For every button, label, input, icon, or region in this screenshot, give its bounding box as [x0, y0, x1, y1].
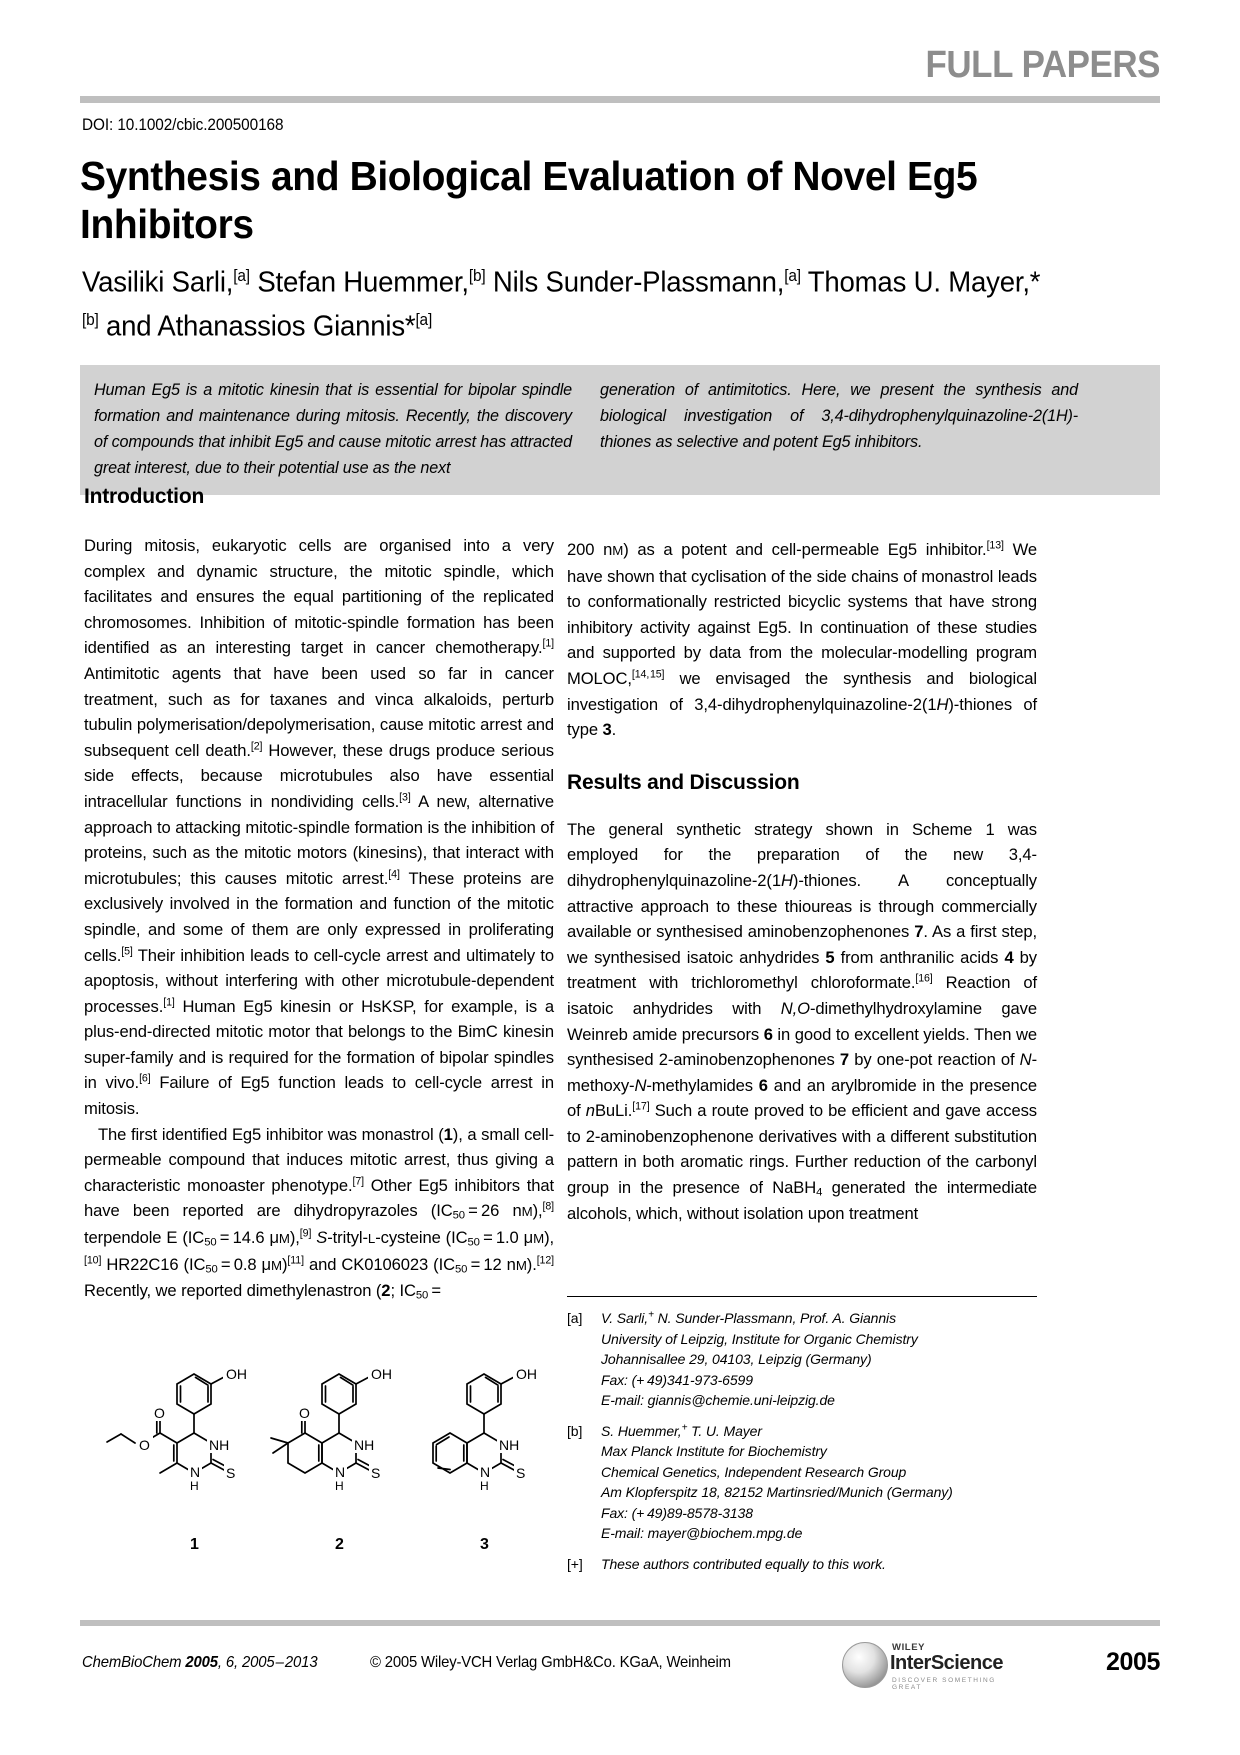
abstract-block	[80, 365, 1160, 495]
atom-label-nh-1: NH	[209, 1437, 230, 1453]
footnote-equal-contribution	[567, 1554, 1037, 1575]
doi-line: DOI: 10.1002/cbic.200500168	[82, 116, 284, 134]
footnote-b-body: S. Huemmer,+ T. U. Mayer Max Planck Institute for Biochemistry Chemical Genetics, Independent Research Group Am Klopferspitz 18, 82152 Martinsried/Munich (Germany) Fax: (+ 49)89-8578-3138 E-mail: mayer@biochem.mpg.de	[601, 1422, 953, 1542]
atom-label-n-2: N	[335, 1464, 346, 1480]
atom-label-o-1: O	[154, 1405, 165, 1421]
page-number: 2005	[1105, 1648, 1160, 1676]
footnotes-block	[567, 1296, 1037, 1584]
atom-label-n-1: N	[190, 1464, 201, 1480]
page-footer	[80, 1640, 1160, 1690]
footnote-plus-body: These authors contributed equally to this work.	[601, 1555, 886, 1572]
page-title: Synthesis and Biological Evaluation of Novel Eg5 Inhibitors	[80, 153, 978, 247]
atom-label-h-2: H	[335, 1479, 344, 1493]
atom-label-s-1: S	[226, 1465, 236, 1481]
footnote-b-key: [b]	[567, 1422, 583, 1439]
structures-svg	[95, 1360, 555, 1555]
structure-label-1: 1	[190, 1536, 199, 1553]
intro-paragraph-1: During mitosis, eukaryotic cells are organised into a very complex and dynamic structure, the mitotic spindle, which facilitates and ensures the equal partitioning of the replicated chromosomes. Inhibition of mitotic-spindle formation has been identified as an interesting target in cancer chemotherapy.[1] Antimitotic agents that have been used so far in cancer treatment, such as for taxanes and vinca alkaloids, perturb tubulin polymerisation/depolymerisation, cause mitotic arrest and subsequent cell death.[2] However, these drugs produce serious side effects, because microtubules also have essential intracellular functions in nondividing cells.[3] A new, alternative approach to attacking mitotic-spindle formation is the inhibition of proteins, such as the mitotic motors (kinesins), that interact with microtubules; this causes mitotic arrest.[4] These proteins are exclusively involved in the formation and function of the mitotic spindle, and some of them are only expressed in proliferating cells.[5] Their inhibition leads to cell-cycle arrest and ultimately to apoptosis, without interfering with other microtubule-dependent processes.[1] Human Eg5 kinesin or HsKSP, for example, is a plus-end-directed mitotic motor that belongs to the BimC kinesin super-family and is required for the formation of bipolar spindles in vivo.[6] Failure of Eg5 function leads to cell-cycle arrest in mitosis.	[84, 536, 554, 1119]
footnote-a-body: V. Sarli,+ N. Sunder-Plassmann, Prof. A. Giannis University of Leipzig, Institute for Organic Chemistry Johannisallee 29, 04103, Leipzig (Germany) Fax: (+ 49)341-973-6599 E-mail: giannis@chemie.uni-leipzig.de	[601, 1309, 918, 1409]
interscience-logo[interactable]	[840, 1636, 1015, 1692]
atom-label-h-3: H	[480, 1479, 489, 1493]
footnote-b	[567, 1421, 1037, 1544]
footer-rule	[80, 1620, 1160, 1626]
running-head: FULL PAPERS	[925, 44, 1160, 86]
atom-label-oester-1: O	[139, 1437, 150, 1453]
atom-label-oh-3: OH	[516, 1366, 537, 1382]
heading-results-discussion: Results and Discussion	[567, 770, 800, 794]
footer-journal-citation: ChemBioChem 2005, 6, 2005 – 2013	[82, 1654, 318, 1671]
atom-label-h-1: H	[190, 1479, 199, 1493]
footer-copyright: © 2005 Wiley-VCH Verlag GmbH&Co. KGaA, Weinheim	[370, 1654, 731, 1671]
results-paragraph-1: The general synthetic strategy shown in Scheme 1 was employed for the preparation of the new 3,4-dihydrophenylquinazoline-2(1H)-thiones. A conceptually attractive approach to these thioureas is through commercially available or synthesised aminobenzophenones 7. As a first step, we synthesised isatoic anhydrides 5 from anthranilic acids 4 by treatment with trichloromethyl chloroformate.[16] Reaction of isatoic anhydrides with N,O-dimethylhydroxylamine gave Weinreb amide precursors 6 in good to excellent yields. Then we synthesised 2-aminobenzophenones 7 by one-pot reaction of N-methoxy-N-methylamides 6 and an arylbromide in the presence of nBuLi.[17] Such a route proved to be efficient and gave access to 2-aminobenzophenone derivatives with a different substitution pattern in both aromatic rings. Further reduction of the carbonyl group in the presence of NaBH$_4$ generated the intermediate alcohols, which, without isolation upon treatment	[567, 819, 1038, 1223]
body-column-right	[567, 537, 1037, 1226]
interscience-tagline: DISCOVER SOMETHING GREAT	[892, 1677, 996, 1691]
atom-label-oh-1: OH	[226, 1366, 247, 1382]
heading-introduction: Introduction	[84, 485, 205, 508]
chemical-structures-figure	[95, 1360, 555, 1555]
atom-label-s-3: S	[516, 1465, 526, 1481]
footnote-plus-key: [+]	[567, 1555, 583, 1572]
interscience-wordmark: InterScience	[890, 1652, 1003, 1674]
abstract-column-left: Human Eg5 is a mitotic kinesin that is essential for bipolar spindle formation and maintenance during mitosis. Recently, the discovery of compounds that inhibit Eg5 and cause mitotic arrest has attracted great interest, due to their potential use as the next	[94, 381, 572, 477]
atom-label-nh-2: NH	[354, 1437, 375, 1453]
structure-compound-1	[107, 1374, 228, 1473]
atom-label-n-3: N	[480, 1464, 491, 1480]
structure-compound-3	[433, 1374, 518, 1473]
structure-compound-2	[271, 1374, 373, 1473]
body-column-left	[84, 485, 554, 1304]
wiley-wordmark: WILEY	[892, 1642, 926, 1653]
author-list: Vasiliki Sarli,[a] Stefan Huemmer,[b] Nils Sunder-Plassmann,[a] Thomas U. Mayer,*[b] and Athanassios Giannis*[a]	[82, 266, 1041, 343]
atom-label-s-2: S	[371, 1465, 381, 1481]
structure-label-3: 3	[480, 1536, 489, 1553]
footnote-a	[567, 1308, 1037, 1411]
atom-label-oh-2: OH	[371, 1366, 392, 1382]
right-paragraph-1: 200 nM) as a potent and cell-permeable Eg5 inhibitor.[13] We have shown that cyclisation of the side chains of monastrol leads to conformationally restricted bicyclic systems that have strong inhibitory activity against Eg5. In continuation of these studies and supported by data from the molecular-modelling program MOLOC,[14, 15] we envisaged the synthesis and biological investigation of 3,4-dihydrophenylquinazoline-2(1H)-thiones of type 3.	[567, 539, 1038, 740]
atom-label-o-2: O	[299, 1405, 310, 1421]
structure-label-2: 2	[335, 1536, 344, 1553]
footnote-a-key: [a]	[567, 1310, 583, 1327]
intro-paragraph-2: The first identified Eg5 inhibitor was monastrol (1), a small cell-permeable compound that induces mitotic arrest, thus giving a characteristic monoaster phenotype.[7] Other Eg5 inhibitors that have been reported are dihydropyrazoles ($IC_{50} = 26$ nM),[8] terpendole E ($IC_{50} = 14.6$ μM),[9] S-trityl-L-cysteine ($IC_{50} = 1.0$ μM),[10] HR22C16 ($IC_{50} = 0.8$ μM)[11] and CK0106023 ($IC_{50} = 12$ nM).[12] Recently, we reported dimethylenastron (2; $IC_{50}$ =	[84, 1124, 554, 1302]
atom-label-nh-3: NH	[499, 1437, 520, 1453]
header-rule	[80, 96, 1160, 103]
abstract-column-right: generation of antimitotics. Here, we present the synthesis and biological investigation of 3,4-dihydrophenylquinazoline-2(1H)-thiones as selective and potent Eg5 inhibitors.	[600, 381, 1078, 451]
globe-icon	[842, 1642, 888, 1688]
structure-number-labels	[95, 1536, 555, 1558]
footnote-rule	[567, 1296, 1037, 1297]
